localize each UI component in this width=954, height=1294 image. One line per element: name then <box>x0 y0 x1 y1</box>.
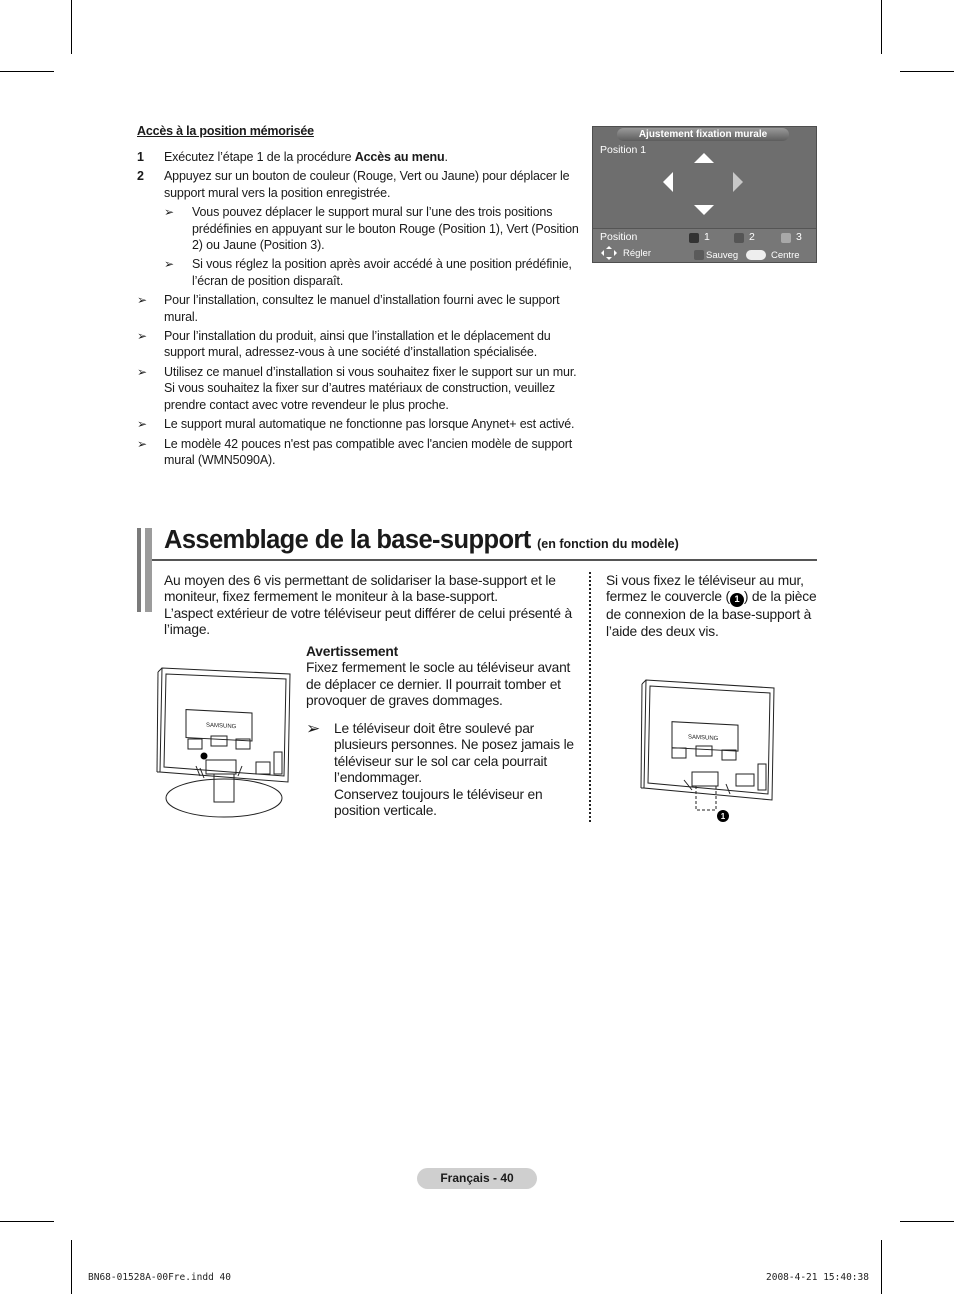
osd-position-label: Position 1 <box>600 144 647 156</box>
arrow-icon: ➢ <box>137 417 147 432</box>
heading-bar <box>145 528 152 612</box>
note <box>137 292 589 325</box>
heading-note: (en fonction du modèle) <box>537 537 679 551</box>
arrow-icon: ➢ <box>137 364 147 379</box>
arrow-icon: ➢ <box>306 719 321 738</box>
column-divider <box>589 572 591 822</box>
yellow-button-icon[interactable] <box>781 233 791 243</box>
option-2: 2 <box>749 231 755 243</box>
osd-position-text: Position <box>600 231 638 243</box>
tv-with-stand-illustration <box>156 664 292 822</box>
warning-title: Avertissement <box>306 644 398 659</box>
crop-mark <box>900 71 954 72</box>
step-text: Exécutez l’étape 1 de la procédure <box>164 150 355 164</box>
arrow-left-icon[interactable] <box>663 172 673 192</box>
warning-note <box>306 721 586 819</box>
section-title: Accès à la position mémorisée <box>137 124 314 138</box>
step-number: 1 <box>137 150 144 164</box>
step-number: 2 <box>137 169 144 184</box>
heading-text: Assemblage de la base-support <box>164 526 531 554</box>
step-2 <box>137 168 589 201</box>
move-icon <box>601 246 617 260</box>
step-text: Appuyez sur un bouton de couleur (Rouge, Vert ou Jaune) pour déplacer le support mural vers la position enregistrée. <box>164 169 570 200</box>
step-bold: Accès au menu <box>354 150 445 164</box>
note <box>137 436 589 469</box>
arrow-up-icon[interactable] <box>694 153 714 163</box>
arrow-down-icon[interactable] <box>694 205 714 215</box>
arrow-icon: ➢ <box>137 293 147 308</box>
arrow-icon: ➢ <box>164 257 174 272</box>
return-button-icon[interactable] <box>746 250 766 260</box>
warning-text: Fixez fermement le socle au téléviseur avant de déplacer ce dernier. Il pourrait tomber et provoquer de graves dommages. <box>306 660 571 709</box>
sub-note <box>137 256 589 289</box>
tv-with-cover-illustration <box>640 676 776 824</box>
red-button-icon[interactable] <box>689 233 699 243</box>
note <box>137 416 589 432</box>
option-1: 1 <box>704 231 710 243</box>
section-heading <box>164 526 679 555</box>
center-label: Centre <box>771 250 800 261</box>
note-text: Utilisez ce manuel d’installation si vous souhaitez fixer le support sur un mur. Si vous souhaitez la fixer sur d’autres matériaux de construction, veuillez prendre contact avec votre revendeur le plus proche. <box>164 364 577 412</box>
option-3: 3 <box>796 231 802 243</box>
intro-text: Au moyen des 6 vis permettant de solidariser la base-support et le moniteur, fixez fermement le moniteur à la base-support. <box>164 573 556 605</box>
note <box>137 364 589 413</box>
cover-callout-icon: 1 <box>730 593 744 607</box>
warning-block <box>306 644 586 710</box>
adjust-label: Régler <box>623 248 651 259</box>
heading-bar <box>137 528 141 612</box>
heading-rule <box>152 559 817 561</box>
file-slug: BN68-01528A-00Fre.indd 40 <box>88 1272 231 1283</box>
crop-mark <box>0 71 54 72</box>
note-text: Conservez toujours le téléviseur en position verticale. <box>334 786 543 819</box>
stand-intro <box>164 573 584 639</box>
step-1 <box>137 149 589 165</box>
instruction-text: Si vous fixez le téléviseur au mur, fermez le couvercle ( <box>606 573 804 605</box>
wall-mount-instruction <box>606 573 818 640</box>
page-number-badge: Français - 40 <box>417 1168 537 1189</box>
save-label: Sauveg <box>706 250 739 261</box>
note-text: Pour l’installation, consultez le manuel d’installation fourni avec le support mural. <box>164 293 560 324</box>
save-button-icon[interactable] <box>694 250 704 260</box>
osd-footer <box>593 228 816 262</box>
crop-mark <box>71 0 72 54</box>
arrow-icon: ➢ <box>164 205 174 220</box>
green-button-icon[interactable] <box>734 233 744 243</box>
arrow-icon: ➢ <box>137 329 147 344</box>
crop-mark <box>900 1221 954 1222</box>
instruction-list <box>137 149 589 471</box>
note-text: Le support mural automatique ne fonctionne pas lorsque Anynet+ est activé. <box>164 417 575 432</box>
intro-text-2: L’aspect extérieur de votre téléviseur peut différer de celui présenté à l’image. <box>164 605 572 638</box>
note-text: Pour l’installation du produit, ainsi que l’installation et le déplacement du support mural, adressez-vous à une société d’installation spécialisée. <box>164 329 551 360</box>
callout-number: 1 <box>720 812 726 821</box>
brand-logo: SAMSUNG <box>206 722 237 731</box>
osd-title: Ajustement fixation murale <box>617 128 789 141</box>
brand-logo: SAMSUNG <box>688 734 719 743</box>
arrow-right-icon[interactable] <box>733 172 743 192</box>
note-text: Le téléviseur doit être soulevé par plusieurs personnes. Ne posez jamais le téléviseur sur le sol car cela pourrait l’endommager. <box>334 721 574 786</box>
crop-mark <box>71 1240 72 1294</box>
crop-mark <box>881 0 882 54</box>
note <box>137 328 589 361</box>
step-punct: . <box>444 150 448 164</box>
note-text: Si vous réglez la position après avoir accédé à une position prédéfinie, l’écran de position disparaît. <box>192 257 572 288</box>
instruction-text: ) de la pièce de connexion de la base-support à l’aide des deux vis. <box>606 589 817 639</box>
date-slug: 2008-4-21 15:40:38 <box>766 1272 869 1283</box>
osd-wall-mount-panel <box>592 126 817 263</box>
arrow-icon: ➢ <box>137 436 147 451</box>
note-text: Vous pouvez déplacer le support mural sur l’une des trois positions prédéfinies en appuyant sur le bouton Rouge (Position 1), Vert (Position 2) ou Jaune (Position 3). <box>192 205 579 253</box>
sub-note <box>137 204 589 253</box>
crop-mark <box>881 1240 882 1294</box>
note-text: Le modèle 42 pouces n'est pas compatible avec l'ancien modèle de support mural (WMN5090A). <box>164 436 573 467</box>
crop-mark <box>0 1221 54 1222</box>
